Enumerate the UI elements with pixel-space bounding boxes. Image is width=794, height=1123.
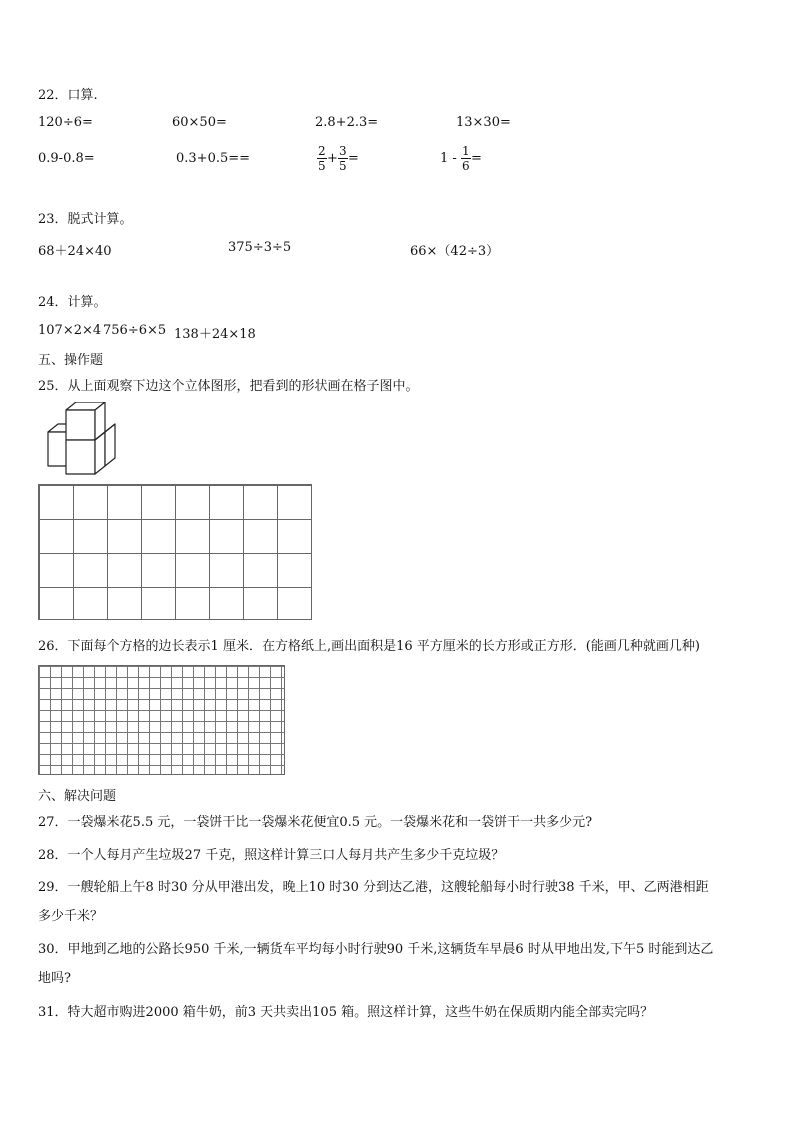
- q25-text: 25．从上面观察下边这个立体图形，把看到的形状画在格子图中。: [38, 379, 419, 394]
- q23-item-1: 68＋24×40: [38, 244, 112, 259]
- square-grid-paper[interactable]: [38, 665, 285, 775]
- q23-heading: 23．脱式计算。: [38, 212, 133, 227]
- denominator: 6: [462, 159, 470, 173]
- numerator: 3: [339, 144, 347, 158]
- section-heading-6: 六、解决问题: [38, 789, 117, 804]
- denominator: 5: [318, 159, 326, 173]
- plus-sign: +: [327, 151, 338, 166]
- q27-text: 27．一袋爆米花5.5 元，一袋饼干比一袋爆米花便宜0.5 元。一袋爆米花和一袋饼干一共多少元?: [38, 815, 593, 830]
- q22-item-1: 120÷6=: [38, 115, 93, 130]
- equals-sign: =: [471, 151, 482, 166]
- q23-item-3: 66×（42÷3）: [410, 244, 500, 259]
- q30-line2: 地吗?: [38, 971, 71, 986]
- minuend: 1 -: [440, 151, 457, 166]
- q24-item-3: 138＋24×18: [174, 327, 256, 342]
- q22-item-2: 60×50=: [172, 115, 227, 130]
- q22-item-3: 2.8+2.3=: [315, 115, 379, 130]
- q26-text: 26．下面每个方格的边长表示1 厘米．在方格纸上,画出面积是16 平方厘米的长方形或正方形．(能画几种就画几种): [38, 639, 700, 654]
- q24-item-2: 756÷6×5: [103, 323, 167, 338]
- section-heading-5: 五、操作题: [38, 353, 104, 368]
- fraction: [338, 144, 348, 173]
- numerator: 2: [318, 144, 326, 158]
- equals-sign: =: [348, 151, 359, 166]
- q23-item-2: 375÷3÷5: [228, 240, 292, 255]
- q22-item-5: 0.9-0.8=: [38, 151, 95, 166]
- fraction: [461, 144, 471, 173]
- q22-item-6: 0.3+0.5==: [176, 151, 251, 166]
- drawing-grid-8x4[interactable]: [38, 484, 312, 620]
- q22-item-4: 13×30=: [456, 115, 511, 130]
- q31-text: 31．特大超市购进2000 箱牛奶，前3 天共卖出105 箱。照这样计算，这些牛奶在保质期内能全部卖完吗？: [38, 1005, 654, 1020]
- q29-line2: 多少千米？: [38, 909, 104, 924]
- q22-heading: 22．口算.: [38, 88, 98, 103]
- fraction: [317, 144, 327, 173]
- q28-text: 28．一个人每月产生垃圾27 千克，照这样计算三口人每月共产生多少千克垃圾？: [38, 848, 505, 863]
- cube-figure: [44, 402, 120, 476]
- denominator: 5: [339, 159, 347, 173]
- q24-item-1: 107×2×4: [38, 323, 102, 338]
- q24-heading: 24．计算。: [38, 295, 107, 310]
- numerator: 1: [462, 144, 470, 158]
- q29-line1: 29．一艘轮船上午8 时30 分从甲港出发，晚上10 时30 分到达乙港，这艘轮船每小时行驶38 千米，甲、乙两港相距: [38, 880, 709, 895]
- q30-line1: 30．甲地到乙地的公路长950 千米,一辆货车平均每小时行驶90 千米,这辆货车早晨6 时从甲地出发,下午5 时能到达乙: [38, 942, 714, 957]
